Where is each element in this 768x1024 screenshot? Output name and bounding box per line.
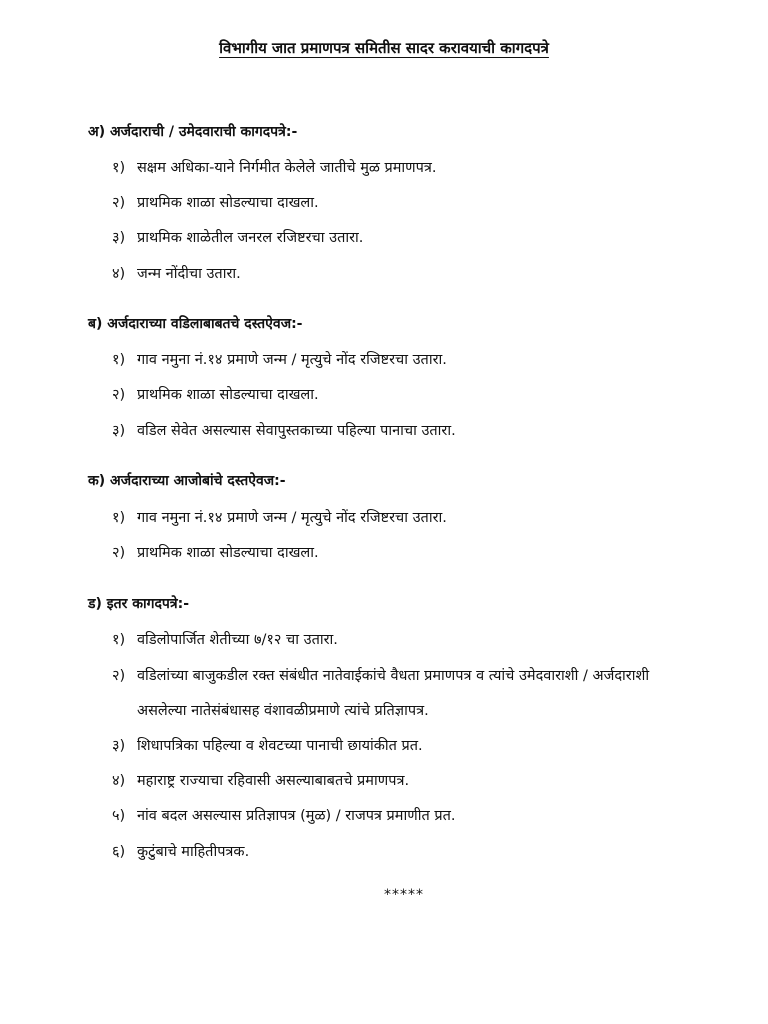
list-item: ३) शिधापत्रिका पहिल्या व शेवटच्या पानाची छायांकीत प्रत. <box>112 738 423 754</box>
list-item: १) गाव नमुना नं.१४ प्रमाणे जन्म / मृत्युचे नोंद रजिष्टरचा उतारा. <box>112 352 447 368</box>
end-of-document-mark: ***** <box>384 887 424 903</box>
document-title: विभागीय जात प्रमाणपत्र समितीस सादर करावयाची कागदपत्रे <box>219 39 549 57</box>
list-item: १) वडिलोपार्जित शेतीच्या ७/१२ चा उतारा. <box>112 632 338 648</box>
list-item: २) प्राथमिक शाळा सोडल्याचा दाखला. <box>112 387 319 403</box>
list-item: १) सक्षम अधिका-याने निर्गमीत केलेले जातीचे मुळ प्रमाणपत्र. <box>112 160 437 176</box>
list-item: २) वडिलांच्या बाजुकडील रक्त संबंधीत नातेवाईकांचे वैधता प्रमाणपत्र व त्यांचे उमेदवाराशी / अर्जदाराशी असलेल्या नातेसंबंधासह वंशावळीप्रमाणे त्यांचे प्रतिज्ञापत्र. <box>112 666 722 721</box>
list-item: २) प्राथमिक शाळा सोडल्याचा दाखला. <box>112 195 319 211</box>
section-heading-c: क) अर्जदाराच्या आजोबांचे दस्तऐवज:- <box>88 473 286 489</box>
section-heading-b: ब) अर्जदाराच्या वडिलाबाबतचे दस्तऐवज:- <box>88 316 303 332</box>
list-item: ३) वडिल सेवेत असल्यास सेवापुस्तकाच्या पहिल्या पानाचा उतारा. <box>112 423 456 439</box>
list-item: १) गाव नमुना नं.१४ प्रमाणे जन्म / मृत्युचे नोंद रजिष्टरचा उतारा. <box>112 510 447 526</box>
list-item: ६) कुटुंबाचे माहितीपत्रक. <box>112 844 250 860</box>
section-heading-d: ड) इतर कागदपत्रे:- <box>88 596 189 612</box>
list-item: ४) जन्म नोंदीचा उतारा. <box>112 266 241 282</box>
list-item: २) प्राथमिक शाळा सोडल्याचा दाखला. <box>112 545 319 561</box>
list-item: ५) नांव बदल असल्यास प्रतिज्ञापत्र (मुळ) / राजपत्र प्रमाणीत प्रत. <box>112 808 456 824</box>
list-item: ३) प्राथमिक शाळेतील जनरल रजिष्टरचा उतारा. <box>112 230 364 246</box>
list-item-continuation: असलेल्या नातेसंबंधासह वंशावळीप्रमाणे त्यांचे प्रतिज्ञापत्र. <box>137 703 429 719</box>
section-heading-a: अ) अर्जदाराची / उमेदवाराची कागदपत्रे:- <box>88 124 298 140</box>
list-item: ४) महाराष्ट्र राज्याचा रहिवासी असल्याबाबतचे प्रमाणपत्र. <box>112 773 410 789</box>
